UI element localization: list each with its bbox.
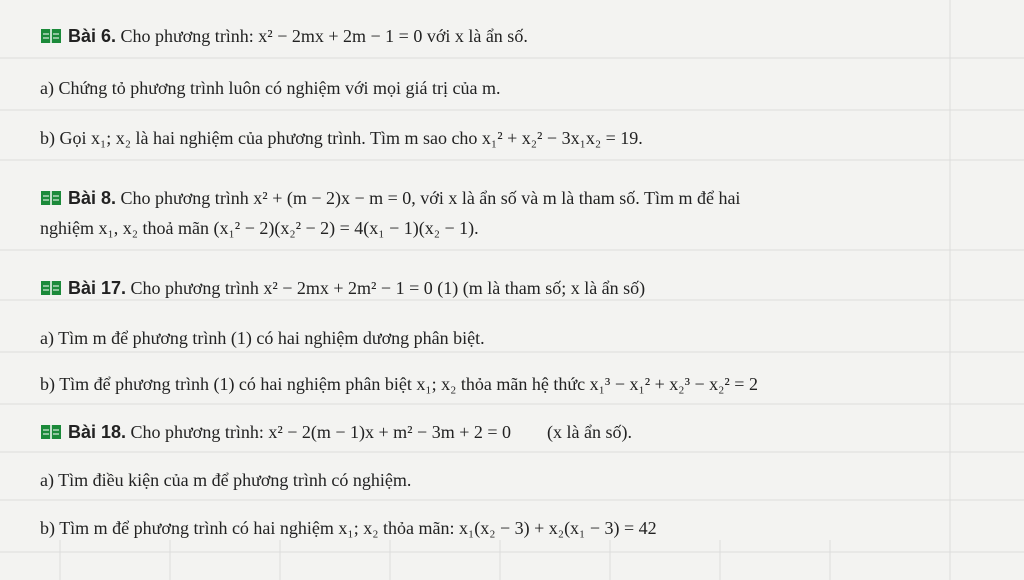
part-label: a) (40, 470, 54, 490)
book-icon (40, 422, 62, 438)
problem-18-text: Cho phương trình: x² − 2(m − 1)x + m² − 3m + 2 = 0 (x là ẩn số). (130, 422, 632, 442)
book-icon (40, 188, 62, 204)
problem-17-title: Bài 17. (68, 278, 127, 298)
problem-8-title: Bài 8. (68, 188, 117, 208)
problem-18-title: Bài 18. (68, 422, 127, 442)
part-text: Chứng tỏ phương trình luôn có nghiệm với mọi giá trị của m. (58, 78, 501, 98)
part-label: a) (40, 78, 54, 98)
book-icon (40, 26, 62, 42)
part-label: b) (40, 374, 55, 394)
part-label: a) (40, 328, 54, 348)
part-text: Tìm m để phương trình có hai nghiệm x₁; x₂ thỏa mãn: x₁(x₂ − 3) + x₂(x₁ − 3) = 42 (59, 518, 657, 538)
problem-17-part-a (40, 326, 485, 350)
problem-8-text: Cho phương trình x² + (m − 2)x − m = 0, với x là ẩn số và m là tham số. Tìm m để hai (120, 188, 741, 208)
problem-6-title: Bài 6. (68, 26, 117, 46)
problem-8-statement (40, 186, 740, 210)
problem-6-part-b (40, 126, 643, 150)
book-icon (40, 278, 62, 294)
part-label: b) (40, 128, 55, 148)
problem-18-part-a (40, 468, 411, 492)
problem-18-part-b (40, 516, 657, 540)
problem-17-part-b (40, 372, 758, 396)
problem-17-text: Cho phương trình x² − 2mx + 2m² − 1 = 0 (1) (m là tham số; x là ẩn số) (130, 278, 646, 298)
part-text: Gọi x₁; x₂ là hai nghiệm của phương trình. Tìm m sao cho x₁² + x₂² − 3x₁x₂ = 19. (59, 128, 643, 148)
problem-6-statement (40, 24, 528, 48)
problem-6-part-a (40, 76, 501, 100)
part-label: b) (40, 518, 55, 538)
problem-8-text-2: nghiệm x₁, x₂ thoả mãn (x₁² − 2)(x₂² − 2) = 4(x₁ − 1)(x₂ − 1). (40, 218, 479, 238)
problem-18-statement (40, 420, 632, 444)
part-text: Tìm m để phương trình (1) có hai nghiệm dương phân biệt. (58, 328, 485, 348)
problem-8-continuation (40, 216, 479, 240)
part-text: Tìm điều kiện của m để phương trình có nghiệm. (58, 470, 412, 490)
problem-6-text: Cho phương trình: x² − 2mx + 2m − 1 = 0 với x là ẩn số. (120, 26, 528, 46)
problem-17-statement (40, 276, 645, 300)
part-text: Tìm để phương trình (1) có hai nghiệm phân biệt x₁; x₂ thỏa mãn hệ thức x₁³ − x₁² + x₂³ − x₂² = 2 (59, 374, 758, 394)
